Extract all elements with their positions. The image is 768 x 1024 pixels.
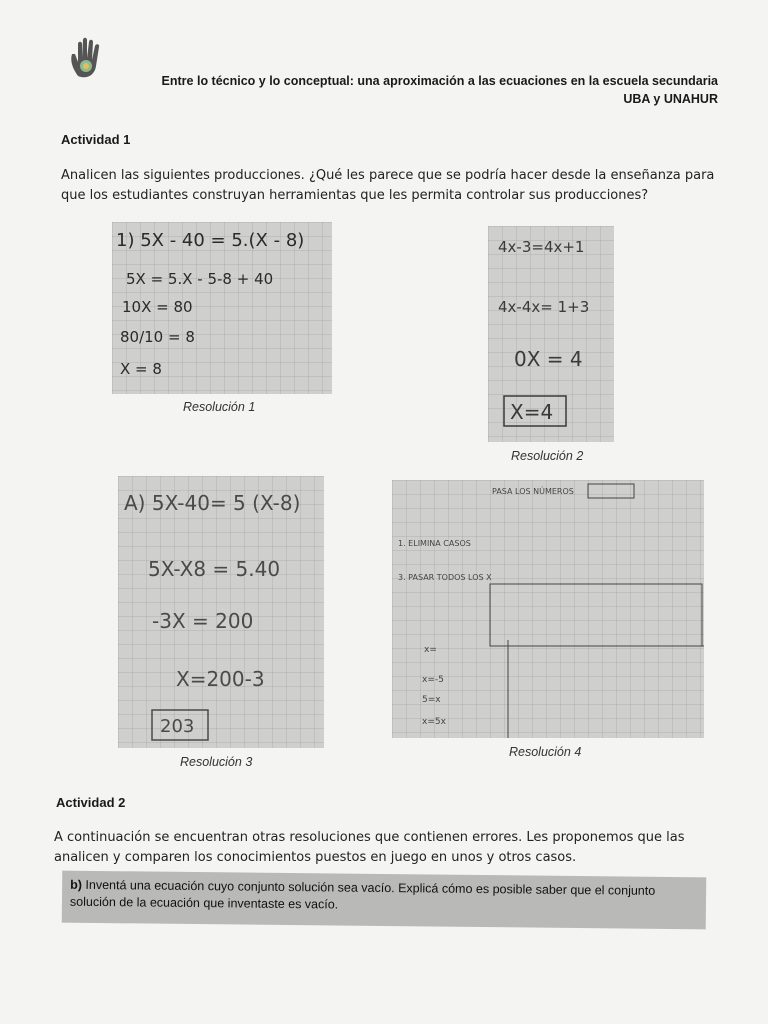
resolution1-line: X = 8: [120, 360, 162, 378]
resolution1-line: 1) 5X - 40 = 5.(X - 8): [116, 230, 305, 251]
resolution3-line: 5X-X8 = 5.40: [148, 557, 281, 581]
resolution4-line: 1. ELIMINA CASOS: [398, 539, 471, 548]
document-title: Entre lo técnico y lo conceptual: una aproximación a las ecuaciones en la escuela secundaria: [161, 74, 718, 88]
resolution2-photo: [488, 226, 614, 442]
resolution1-line: 5X = 5.X - 5-8 + 40: [126, 270, 274, 288]
resolution1-caption: Resolución 1: [183, 400, 256, 414]
resolution3-photo: [118, 476, 324, 748]
resolution2-line: 4x-3=4x+1: [498, 238, 585, 256]
hand-logo-icon: [66, 36, 112, 82]
document-institutions: UBA y UNAHUR: [623, 92, 718, 106]
task-banner: [62, 871, 707, 930]
resolution4-line: x=: [424, 645, 437, 655]
resolution4-line: 5=x: [422, 695, 441, 705]
resolution2-line: X=4: [510, 400, 554, 424]
resolution2-line: 0X = 4: [514, 347, 583, 371]
activity2-heading: Actividad 2: [56, 795, 126, 810]
resolution1-photo: [112, 222, 332, 394]
activity1-heading: Actividad 1: [61, 132, 131, 147]
resolution2-line: 4x-4x= 1+3: [498, 298, 590, 316]
resolution4-photo: [392, 480, 704, 738]
resolution1-line: 10X = 80: [122, 298, 193, 316]
resolution4-line: x=5x: [422, 717, 446, 727]
resolution3-line: X=200-3: [176, 667, 265, 691]
task-label: b): [70, 877, 83, 892]
resolution3-line: -3X = 200: [152, 609, 254, 633]
resolution3-line: 203: [160, 716, 195, 737]
resolution4-caption: Resolución 4: [509, 745, 582, 759]
activity1-prompt: Analicen las siguientes producciones. ¿Qué les parece que se podría hacer desde la enseñanza para que los estudiantes construyan herramientas que les permita controlar sus producciones?: [61, 168, 715, 203]
resolution4-line: 3. PASAR TODOS LOS X: [398, 573, 492, 582]
resolution3-caption: Resolución 3: [180, 755, 253, 769]
task-text: Inventá una ecuación cuyo conjunto solución sea vacío. Explicá cómo es posible saber que el conjunto solución de la ecuación que inventaste es vacío.: [69, 877, 656, 912]
resolution3-line: A) 5X-40= 5 (X-8): [124, 491, 301, 515]
resolution4-line: x=-5: [422, 675, 444, 685]
resolution4-line: PASA LOS NÚMEROS: [492, 487, 574, 496]
resolution1-line: 80/10 = 8: [120, 328, 195, 346]
resolution2-caption: Resolución 2: [511, 449, 584, 463]
activity2-prompt: A continuación se encuentran otras resoluciones que contienen errores. Les proponemos que las analicen y comparen los conocimientos puestos en juego en unos y otros casos.: [54, 830, 685, 865]
